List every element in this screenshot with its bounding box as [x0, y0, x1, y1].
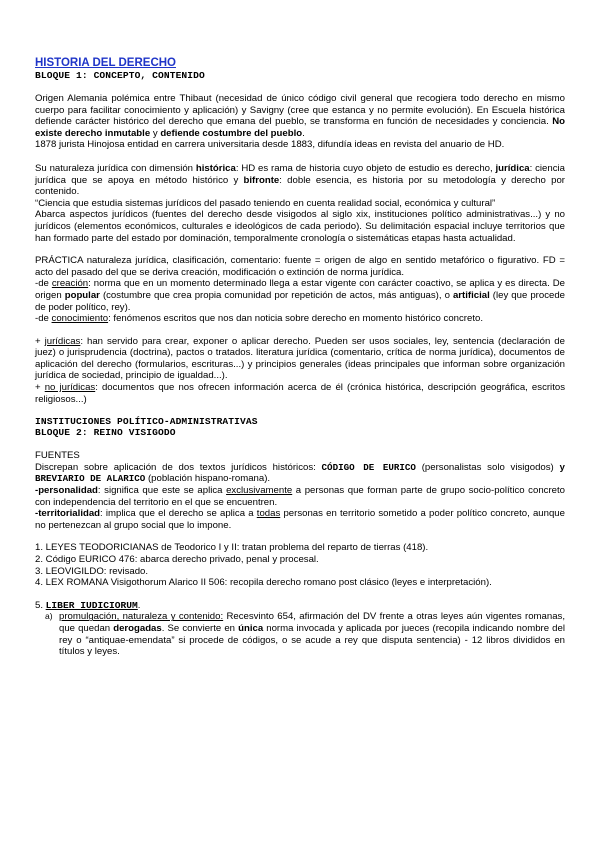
paragraph-scope: Abarca aspectos jurídicos (fuentes del derecho desde visigodos al siglo xix, instituciones político administrativas...) y no jurídicos (elementos económicos, culturales e ideológicos de cada periodo). Su delimitación espacial incluye territorios que han formado parte del estado por dominación, temporalmente cronología o sistemáticas etapas hasta actualidad.: [35, 209, 565, 244]
paragraph-nature: Su naturaleza jurídica con dimensión histórica: HD es rama de historia cuyo objeto de estudio es derecho, jurídica: ciencia jurídica que se apoya en método histórico y bifronte: doble esencia, es historia por su metodología y derecho por contenido.: [35, 162, 565, 198]
paragraph-juridical-sources: + jurídicas: han servido para crear, exponer o aplicar derecho. Pueden ser usos sociales, ley, sentencia (declaración de juez) o jurisprudencia (doctrina), pactos o tratados. literatura jurídica (comentario, crítica de norma jurídica), documentos de aplicación del derecho (formularios, escrituras...) y principios generales (ideas principales que informan sobre organización jurídica de sociedad, principio de igualdad...).: [35, 335, 565, 382]
item-liber-iudiciorum: 5. LIBER IUDICIORUM.: [35, 599, 141, 611]
paragraph-quote: “Ciencia que estudia sistemas jurídicos del pasado teniendo en cuenta realidad social, económica y cultural”: [35, 197, 496, 209]
list-item: 1. LEYES TEODORICIANAS de Teodorico I y II: tratan problema del reparto de tierras (418).: [35, 542, 429, 554]
block-1-heading: BLOQUE 1: CONCEPTO, CONTENIDO: [35, 70, 205, 81]
institutions-heading: INSTITUCIONES POLÍTICO-ADMINISTRATIVAS: [35, 416, 258, 428]
paragraph-practice: PRÁCTICA naturaleza jurídica, clasificación, comentario: fuente = origen de algo en sentido metafórico o figurativo. FD = acto del pasado del que se deriva creación, modificación o extinción de norma jurídica.: [35, 255, 565, 278]
paragraph-territoriality: -territorialidad: implica que el derecho se aplica a todas personas en territorio sometido a poder político concreto, aunque no pertenezcan al grupo social que lo impone.: [35, 508, 565, 531]
paragraph-personality: -personalidad: significa que este se aplica exclusivamente a personas que forman parte de grupo socio-político concreto con independencia del territorio en el que se encuentren.: [35, 485, 565, 508]
document-page: [35, 57, 565, 658]
document-title: HISTORIA DEL DERECHO: [35, 57, 176, 69]
paragraph-hinojosa: 1878 jurista Hinojosa entidad en carrera universitaria desde 1883, difundía ideas en revista del anuario de HD.: [35, 139, 505, 151]
paragraph-texts: Discrepan sobre aplicación de dos textos jurídicos históricos: CÓDIGO DE EURICO (personalistas solo visigodos) y BREVIARIO DE ALARICO (población hispano-romana).: [35, 461, 565, 485]
list-item: 4. LEX ROMANA Visigothorum Alarico II 506: recopila derecho romano post clásico (leyes e interpretación).: [35, 577, 492, 589]
paragraph-knowledge: -de conocimiento: fenómenos escritos que nos dan noticia sobre derecho en momento histórico concreto.: [35, 313, 483, 325]
sources-heading: FUENTES: [35, 450, 80, 462]
sources-list: [35, 542, 565, 588]
sub-item-marker: a): [45, 611, 53, 622]
paragraph-creation: -de creación: norma que en un momento determinado llega a estar vigente con carácter coactivo, se aplica y es directa. De origen popular (costumbre que crea propia comunidad por repetición de actos, más antiguas), o artificial (ley que procede de poder político, rey).: [35, 278, 565, 313]
paragraph-origin: Origen Alemania polémica entre Thibaut (necesidad de único código civil general que recogiera todo derecho en mismo cuerpo para facilitar conocimiento y aplicación) y Savigny (cree que estanca y no permite evolución). En Escuela histórica defiende carácter histórico del derecho que emana del pueblo, se transforma en función de necesidades y conciencia. No existe derecho inmutable y defiende costumbre del pueblo.: [35, 93, 565, 139]
list-item: 2. Código EURICO 476: abarca derecho privado, penal y procesal.: [35, 554, 319, 565]
sub-item-a: a) promulgación, naturaleza y contenido: Recesvinto 654, afirmación del DV frente a otras leyes aún vigentes romanas, que quedan derogadas. Se convierte en única norma invocada y aplicada por jueces (recopila indicando nombre del rey o “antiquae-emendata” si procede de códigos, o se acude a rey que disputa sentencia) - 12 libros divididos en títulos y leyes.: [45, 611, 565, 658]
block-2-heading: BLOQUE 2: REINO VISIGODO: [35, 427, 176, 439]
paragraph-non-juridical-sources: + no jurídicas: documentos que nos ofrecen información acerca de él (crónica histórica, descripción geográfica, escritos religiosos...): [35, 382, 565, 405]
list-item: 3. LEOVIGILDO: revisado.: [35, 565, 149, 577]
